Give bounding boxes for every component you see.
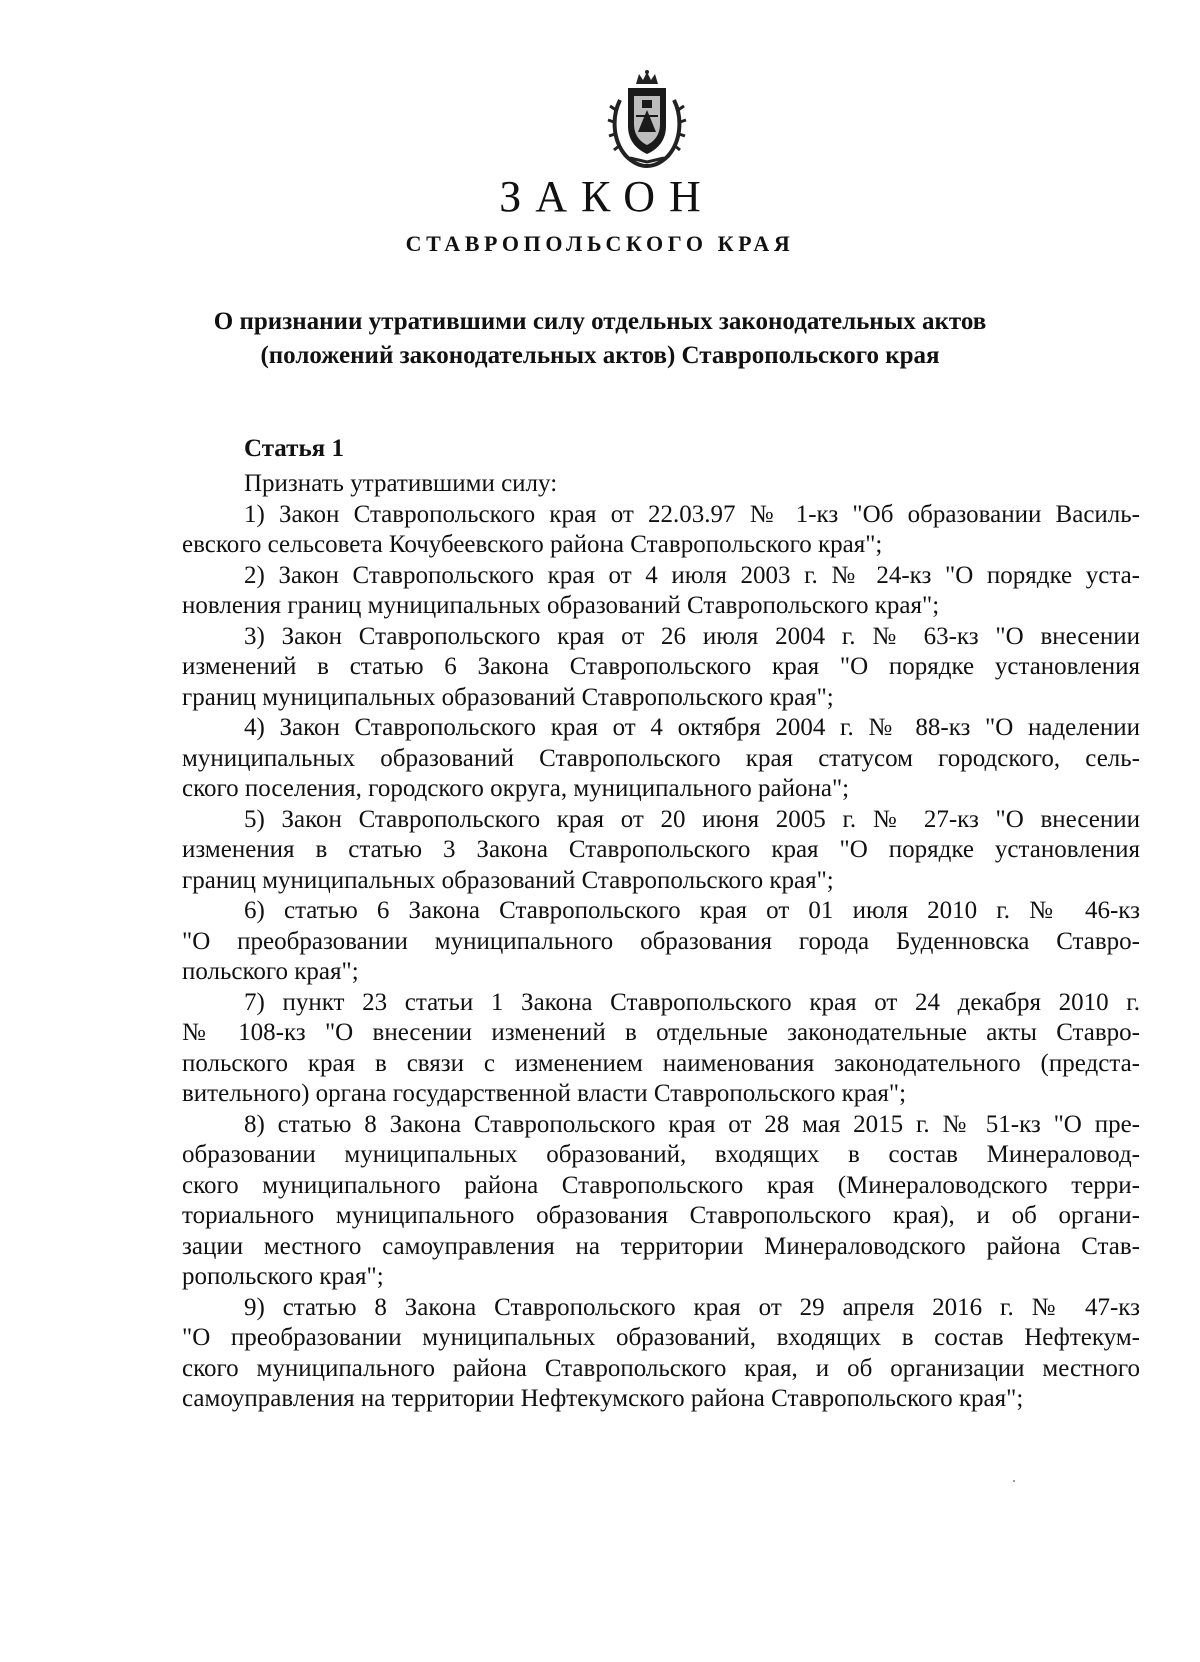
item-line: польского края в связи с изменением наименования законодательного (предста- bbox=[182, 1049, 1140, 1077]
document-title: ЗАКОН bbox=[499, 172, 715, 221]
list-item bbox=[182, 713, 1140, 805]
item-line: 6) статью 6 Закона Ставропольского края от 01 июля 2010 г. № 46-кз bbox=[244, 897, 1140, 924]
item-line: изменения в статью 3 Закона Ставропольского края "О порядке установления bbox=[182, 836, 1140, 863]
item-line: изменений в статью 6 Закона Ставропольского края "О порядке установления bbox=[182, 653, 1140, 680]
item-line: евского сельсовета Кочубеевского района Ставропольского края"; bbox=[182, 531, 883, 558]
heading-line: О признании утратившими силу отдельных законодательных актов bbox=[213, 308, 987, 335]
item-line: муниципальных образований Ставропольского края статусом городского, сель- bbox=[182, 744, 1140, 772]
item-line: 9) статью 8 Закона Ставропольского края от 29 апреля 2016 г. № 47-кз bbox=[244, 1293, 1140, 1321]
item-line: 3) Закон Ставропольского края от 26 июля 2004 г. № 63-кз "О внесении bbox=[244, 622, 1140, 650]
scan-speck bbox=[1013, 1480, 1015, 1482]
item-line: 5) Закон Ставропольского края от 20 июня 2005 г. № 27-кз "О внесении bbox=[244, 805, 1140, 833]
item-line: самоуправления на территории Нефтекумского района Ставропольского края"; bbox=[182, 1385, 1024, 1412]
item-line: № 108-кз "О внесении изменений в отдельные законодательные акты Ставро- bbox=[182, 1019, 1140, 1046]
law-heading bbox=[200, 305, 1000, 373]
item-line: ского поселения, городского округа, муниципального района"; bbox=[182, 775, 850, 802]
list-item bbox=[182, 1293, 1140, 1415]
item-line: ропольского края"; bbox=[182, 1263, 384, 1290]
list-item bbox=[182, 1110, 1140, 1293]
list-item bbox=[182, 805, 1140, 897]
item-line: "О преобразовании муниципальных образований, входящих в состав Нефтекум- bbox=[182, 1324, 1140, 1351]
list-item bbox=[182, 988, 1140, 1110]
document-subtitle: СТАВРОПОЛЬСКОГО КРАЯ bbox=[405, 231, 795, 256]
item-line: вительного) органа государственной власти Ставропольского края"; bbox=[182, 1080, 907, 1107]
item-line: ториального муниципального образования Ставропольского края), и об органи- bbox=[182, 1202, 1140, 1229]
coat-of-arms-emblem bbox=[606, 70, 688, 168]
item-line: границ муниципальных образований Ставропольского края"; bbox=[182, 866, 834, 894]
item-line: ского муниципального района Ставропольского края (Минераловодского терри- bbox=[182, 1171, 1140, 1199]
item-line: образовании муниципальных образований, входящих в состав Минераловод- bbox=[182, 1141, 1140, 1168]
item-line: ского муниципального района Ставропольского края, и об организации местного bbox=[182, 1354, 1140, 1382]
item-line: 7) пункт 23 статьи 1 Закона Ставропольского края от 24 декабря 2010 г. bbox=[244, 988, 1140, 1016]
list-item bbox=[182, 896, 1140, 988]
heading-line: (положений законодательных актов) Ставропольского края bbox=[260, 342, 940, 369]
item-line: польского края"; bbox=[182, 958, 359, 985]
intro-line: Признать утратившими силу: bbox=[244, 470, 558, 497]
list-item bbox=[182, 561, 1140, 622]
item-line: 2) Закон Ставропольского края от 4 июля 2003 г. № 24-кз "О порядке уста- bbox=[244, 561, 1140, 589]
list-item bbox=[182, 622, 1140, 714]
item-line: границ муниципальных образований Ставропольского края"; bbox=[182, 683, 834, 711]
item-line: "О преобразовании муниципального образования города Буденновска Ставро- bbox=[182, 927, 1140, 955]
item-line: 1) Закон Ставропольского края от 22.03.97 № 1-кз "Об образовании Василь- bbox=[244, 500, 1140, 528]
item-line: новления границ муниципальных образований Ставропольского края"; bbox=[182, 592, 940, 619]
item-line: 4) Закон Ставропольского края от 4 октября 2004 г. № 88-кз "О наделении bbox=[244, 714, 1140, 741]
article-body bbox=[182, 469, 1140, 1415]
article-title: Статья 1 bbox=[244, 435, 344, 462]
item-line: зации местного самоуправления на территории Минераловодского района Став- bbox=[182, 1232, 1140, 1260]
item-line: 8) статью 8 Закона Ставропольского края от 28 мая 2015 г. № 51-кз "О пре- bbox=[244, 1110, 1140, 1138]
list-item bbox=[182, 500, 1140, 561]
